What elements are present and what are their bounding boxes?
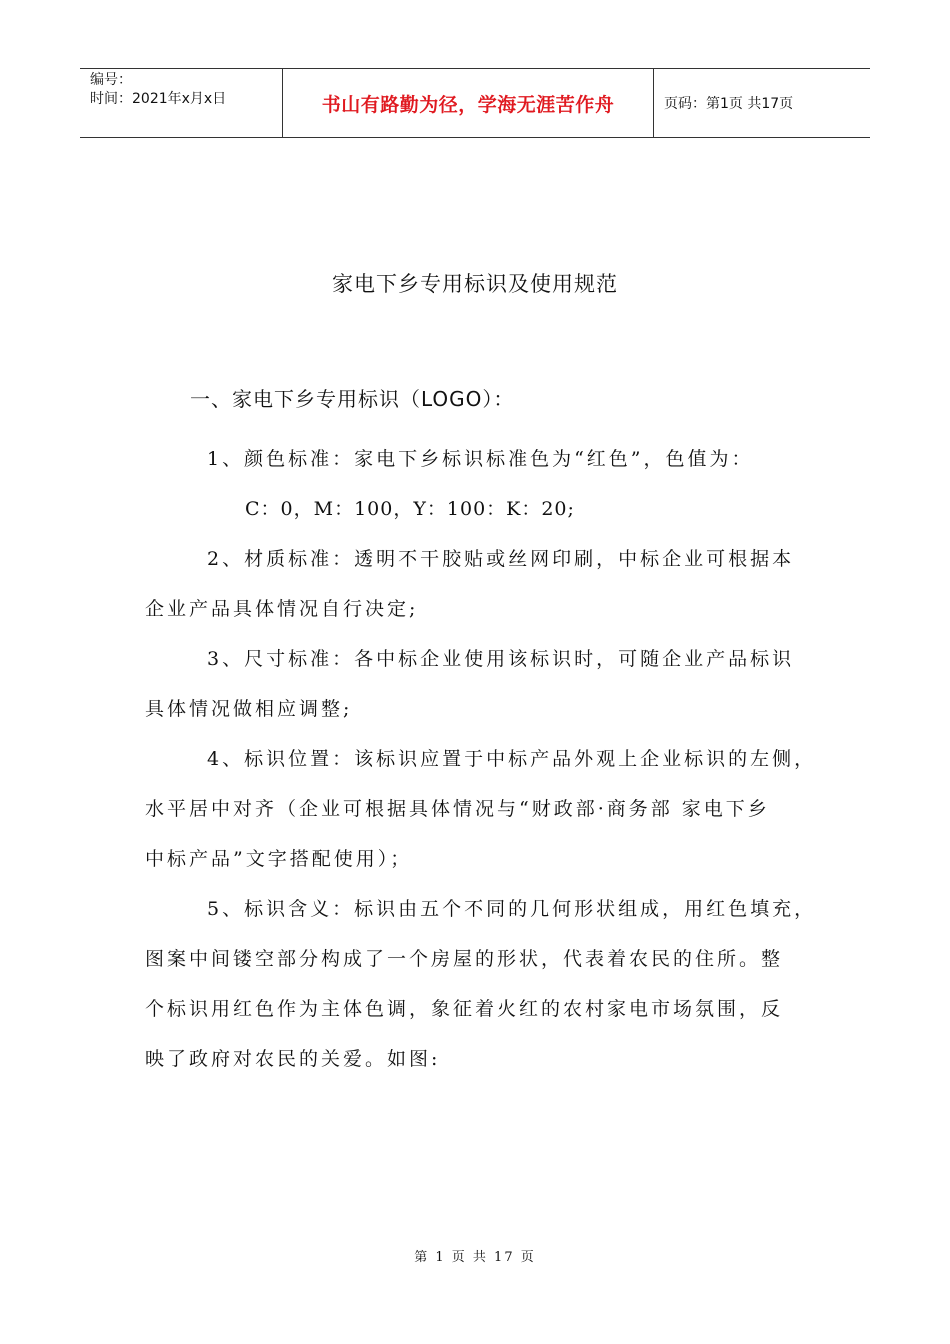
body-text xyxy=(145,434,815,1084)
header-page-cell xyxy=(654,69,870,137)
body-line: 图案中间镂空部分构成了一个房屋的形状，代表着农民的住所。整 xyxy=(145,948,784,970)
header-left-cell xyxy=(80,69,282,137)
body-line: 2、材质标准：透明不干胶贴或丝网印刷，中标企业可根据本 xyxy=(207,548,795,570)
body-line: 个标识用红色作为主体色调，象征着火红的农村家电市场氛围，反 xyxy=(145,998,784,1020)
header-table xyxy=(80,68,870,138)
document-title: 家电下乡专用标识及使用规范 xyxy=(332,272,618,296)
time-label: 时间：2021年x月x日 xyxy=(90,91,227,107)
body-line: 中标产品”文字搭配使用）； xyxy=(145,848,413,870)
body-line: 5、标识含义：标识由五个不同的几何形状组成，用红色填充， xyxy=(207,898,817,920)
number-label: 编号： xyxy=(90,72,132,88)
motto-text: 书山有路勤为径，学海无涯苦作舟 xyxy=(321,93,615,116)
body-line: 3、尺寸标准：各中标企业使用该标识时，可随企业产品标识 xyxy=(207,648,795,670)
body-line: 企业产品具体情况自行决定; xyxy=(145,598,419,620)
body-line: 4、标识位置：该标识应置于中标产品外观上企业标识的左侧， xyxy=(207,748,817,770)
body-line: 水平居中对齐（企业可根据具体情况与“财政部·商务部 家电下乡 xyxy=(145,798,770,820)
page-code: 页码：第1页 共17页 xyxy=(664,96,794,112)
body-line: 1、颜色标准：家电下乡标识标准色为“红色”，色值为： xyxy=(207,448,754,470)
page-footer: 第 1 页 共 17 页 xyxy=(414,1250,536,1265)
header-motto-cell xyxy=(282,69,654,137)
section-heading: 一、家电下乡专用标识（LOGO）： xyxy=(190,387,515,411)
body-line: C：0，M：100，Y：100：K：20; xyxy=(245,498,575,520)
body-line: 映了政府对农民的关爱。如图: xyxy=(145,1048,441,1070)
body-line: 具体情况做相应调整; xyxy=(145,698,353,720)
